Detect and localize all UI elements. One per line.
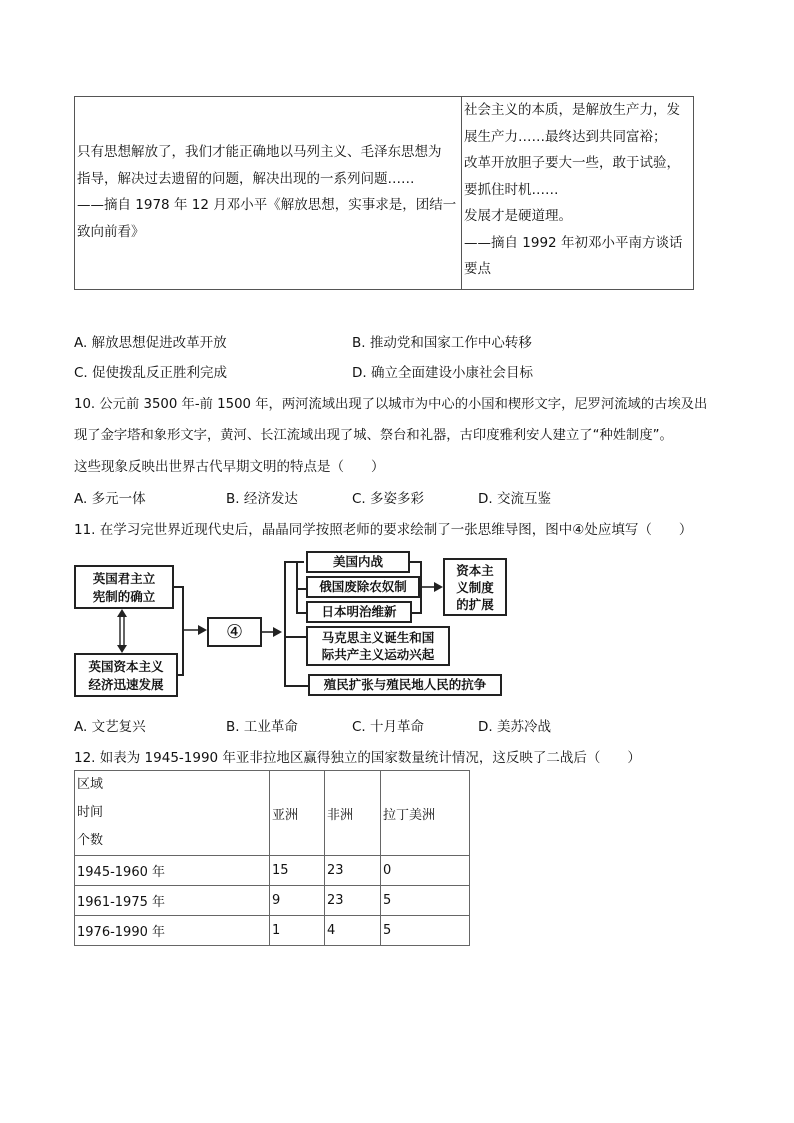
mm-branch-marxism — [306, 626, 450, 666]
row-period: 1961-1975 年 — [75, 886, 270, 916]
column-header: 亚洲 — [270, 771, 325, 856]
mm-text: 英国君主立 — [92, 571, 156, 586]
header-label: 时间 — [77, 805, 104, 820]
header-label: 个数 — [77, 833, 104, 848]
cell-value: 1 — [270, 916, 325, 946]
mm-box-england-economy — [74, 653, 178, 697]
mm-text: 义制度 — [456, 580, 494, 595]
mm-box-england-constitutional — [74, 565, 174, 609]
mm-text: 际共产主义运动兴起 — [321, 647, 435, 662]
q9-option-b[interactable]: B. 推动党和国家工作中心转移 — [352, 335, 532, 351]
quote-right-cell — [464, 97, 694, 283]
quote-right-line: 要点 — [464, 261, 491, 277]
mm-text: 马克思主义诞生和国 — [321, 630, 435, 645]
mm-text: 资本主 — [456, 563, 494, 578]
q10-option-d[interactable]: D. 交流互鉴 — [478, 491, 551, 507]
q10-stem-line: 10. 公元前 3500 年-前 1500 年，两河流域出现了以城市为中心的小国和楔形文字，尼罗河流域的古埃及出 — [74, 397, 708, 412]
mm-branch-colonial: 殖民扩张与殖民地人民的抗争 — [308, 674, 502, 696]
quote-left-line: 致向前看》 — [77, 223, 145, 240]
quote-right-line: 社会主义的本质，是解放生产力，发 — [464, 102, 680, 118]
arrow-right-icon — [421, 581, 443, 593]
q11-option-c[interactable]: C. 十月革命 — [352, 719, 425, 735]
header-label: 区域 — [77, 777, 104, 792]
mind-map — [70, 548, 510, 698]
q11-option-a[interactable]: A. 文艺复兴 — [74, 719, 146, 735]
quote-left-line: 指导，解决过去遗留的问题，解决出现的一系列问题…… — [77, 170, 415, 187]
mm-branch-us-civil-war: 美国内战 — [306, 551, 410, 573]
mm-text: 的扩展 — [456, 597, 494, 612]
q10-option-c[interactable]: C. 多姿多彩 — [352, 491, 425, 507]
cell-value: 5 — [381, 886, 470, 916]
column-header: 拉丁美洲 — [381, 771, 470, 856]
mm-box-center-blank: ④ — [207, 617, 262, 647]
quote-left-cell — [77, 139, 459, 245]
arrow-right-icon — [183, 624, 207, 636]
row-period: 1976-1990 年 — [75, 916, 270, 946]
quote-right-line: ——摘自 1992 年初邓小平南方谈话 — [464, 234, 683, 251]
double-arrow-icon — [114, 609, 130, 653]
mm-box-capitalism-expansion — [443, 558, 507, 616]
mm-branch-russia-serfdom: 俄国废除农奴制 — [306, 576, 420, 598]
cell-value: 23 — [325, 856, 381, 886]
q10-stem-line: 现了金字塔和象形文字，黄河、长江流域出现了城、祭台和礼器，古印度雅利安人建立了“种姓制度”。 — [74, 428, 673, 443]
arrow-right-icon — [262, 626, 282, 638]
quote-right-line: 要抓住时机…… — [464, 181, 559, 198]
cell-value: 9 — [270, 886, 325, 916]
q9-option-d[interactable]: D. 确立全面建设小康社会目标 — [352, 365, 533, 381]
table-row — [75, 916, 470, 946]
cell-value: 4 — [325, 916, 381, 946]
q11-stem: 11. 在学习完世界近现代史后，晶晶同学按照老师的要求绘制了一张思维导图，图中④处应填写（ ） — [74, 522, 693, 538]
table-row — [75, 886, 470, 916]
q11-option-d[interactable]: D. 美苏冷战 — [478, 719, 551, 735]
q11-option-b[interactable]: B. 工业革命 — [226, 719, 298, 735]
q9-option-a[interactable]: A. 解放思想促进改革开放 — [74, 335, 227, 351]
cell-value: 5 — [381, 916, 470, 946]
quote-right-line: 展生产力……最终达到共同富裕； — [464, 128, 667, 145]
q10-option-a[interactable]: A. 多元一体 — [74, 491, 146, 507]
mm-text: 宪制的确立 — [92, 589, 156, 604]
row-period: 1945-1960 年 — [75, 856, 270, 886]
cell-value: 23 — [325, 886, 381, 916]
column-header: 非洲 — [325, 771, 381, 856]
quote-table — [74, 96, 694, 290]
q9-option-c[interactable]: C. 促使拨乱反正胜利完成 — [74, 365, 228, 381]
independence-stats-table — [74, 770, 470, 946]
table-divider — [461, 97, 462, 289]
cell-value: 0 — [381, 856, 470, 886]
quote-right-line: 发展才是硬道理。 — [464, 208, 572, 224]
q10-stem-line: 这些现象反映出世界古代早期文明的特点是（ ） — [74, 459, 385, 475]
quote-right-line: 改革开放胆子要大一些，敢于试验， — [464, 155, 680, 171]
mm-text: 英国资本主义 — [88, 659, 164, 674]
q10-option-b[interactable]: B. 经济发达 — [226, 491, 298, 507]
quote-left-line: 只有思想解放了，我们才能正确地以马列主义、毛泽东思想为 — [77, 144, 442, 160]
mm-text: 经济迅速发展 — [88, 677, 164, 692]
table-row — [75, 856, 470, 886]
table-diagonal-header — [75, 771, 270, 856]
q12-stem: 12. 如表为 1945-1990 年亚非拉地区赢得独立的国家数量统计情况，这反映了二战后（ ） — [74, 750, 641, 766]
mm-branch-meiji: 日本明治维新 — [306, 601, 412, 623]
quote-left-line: ——摘自 1978 年 12 月邓小平《解放思想，实事求是，团结一 — [77, 197, 457, 213]
cell-value: 15 — [270, 856, 325, 886]
table-header-row — [75, 771, 470, 856]
